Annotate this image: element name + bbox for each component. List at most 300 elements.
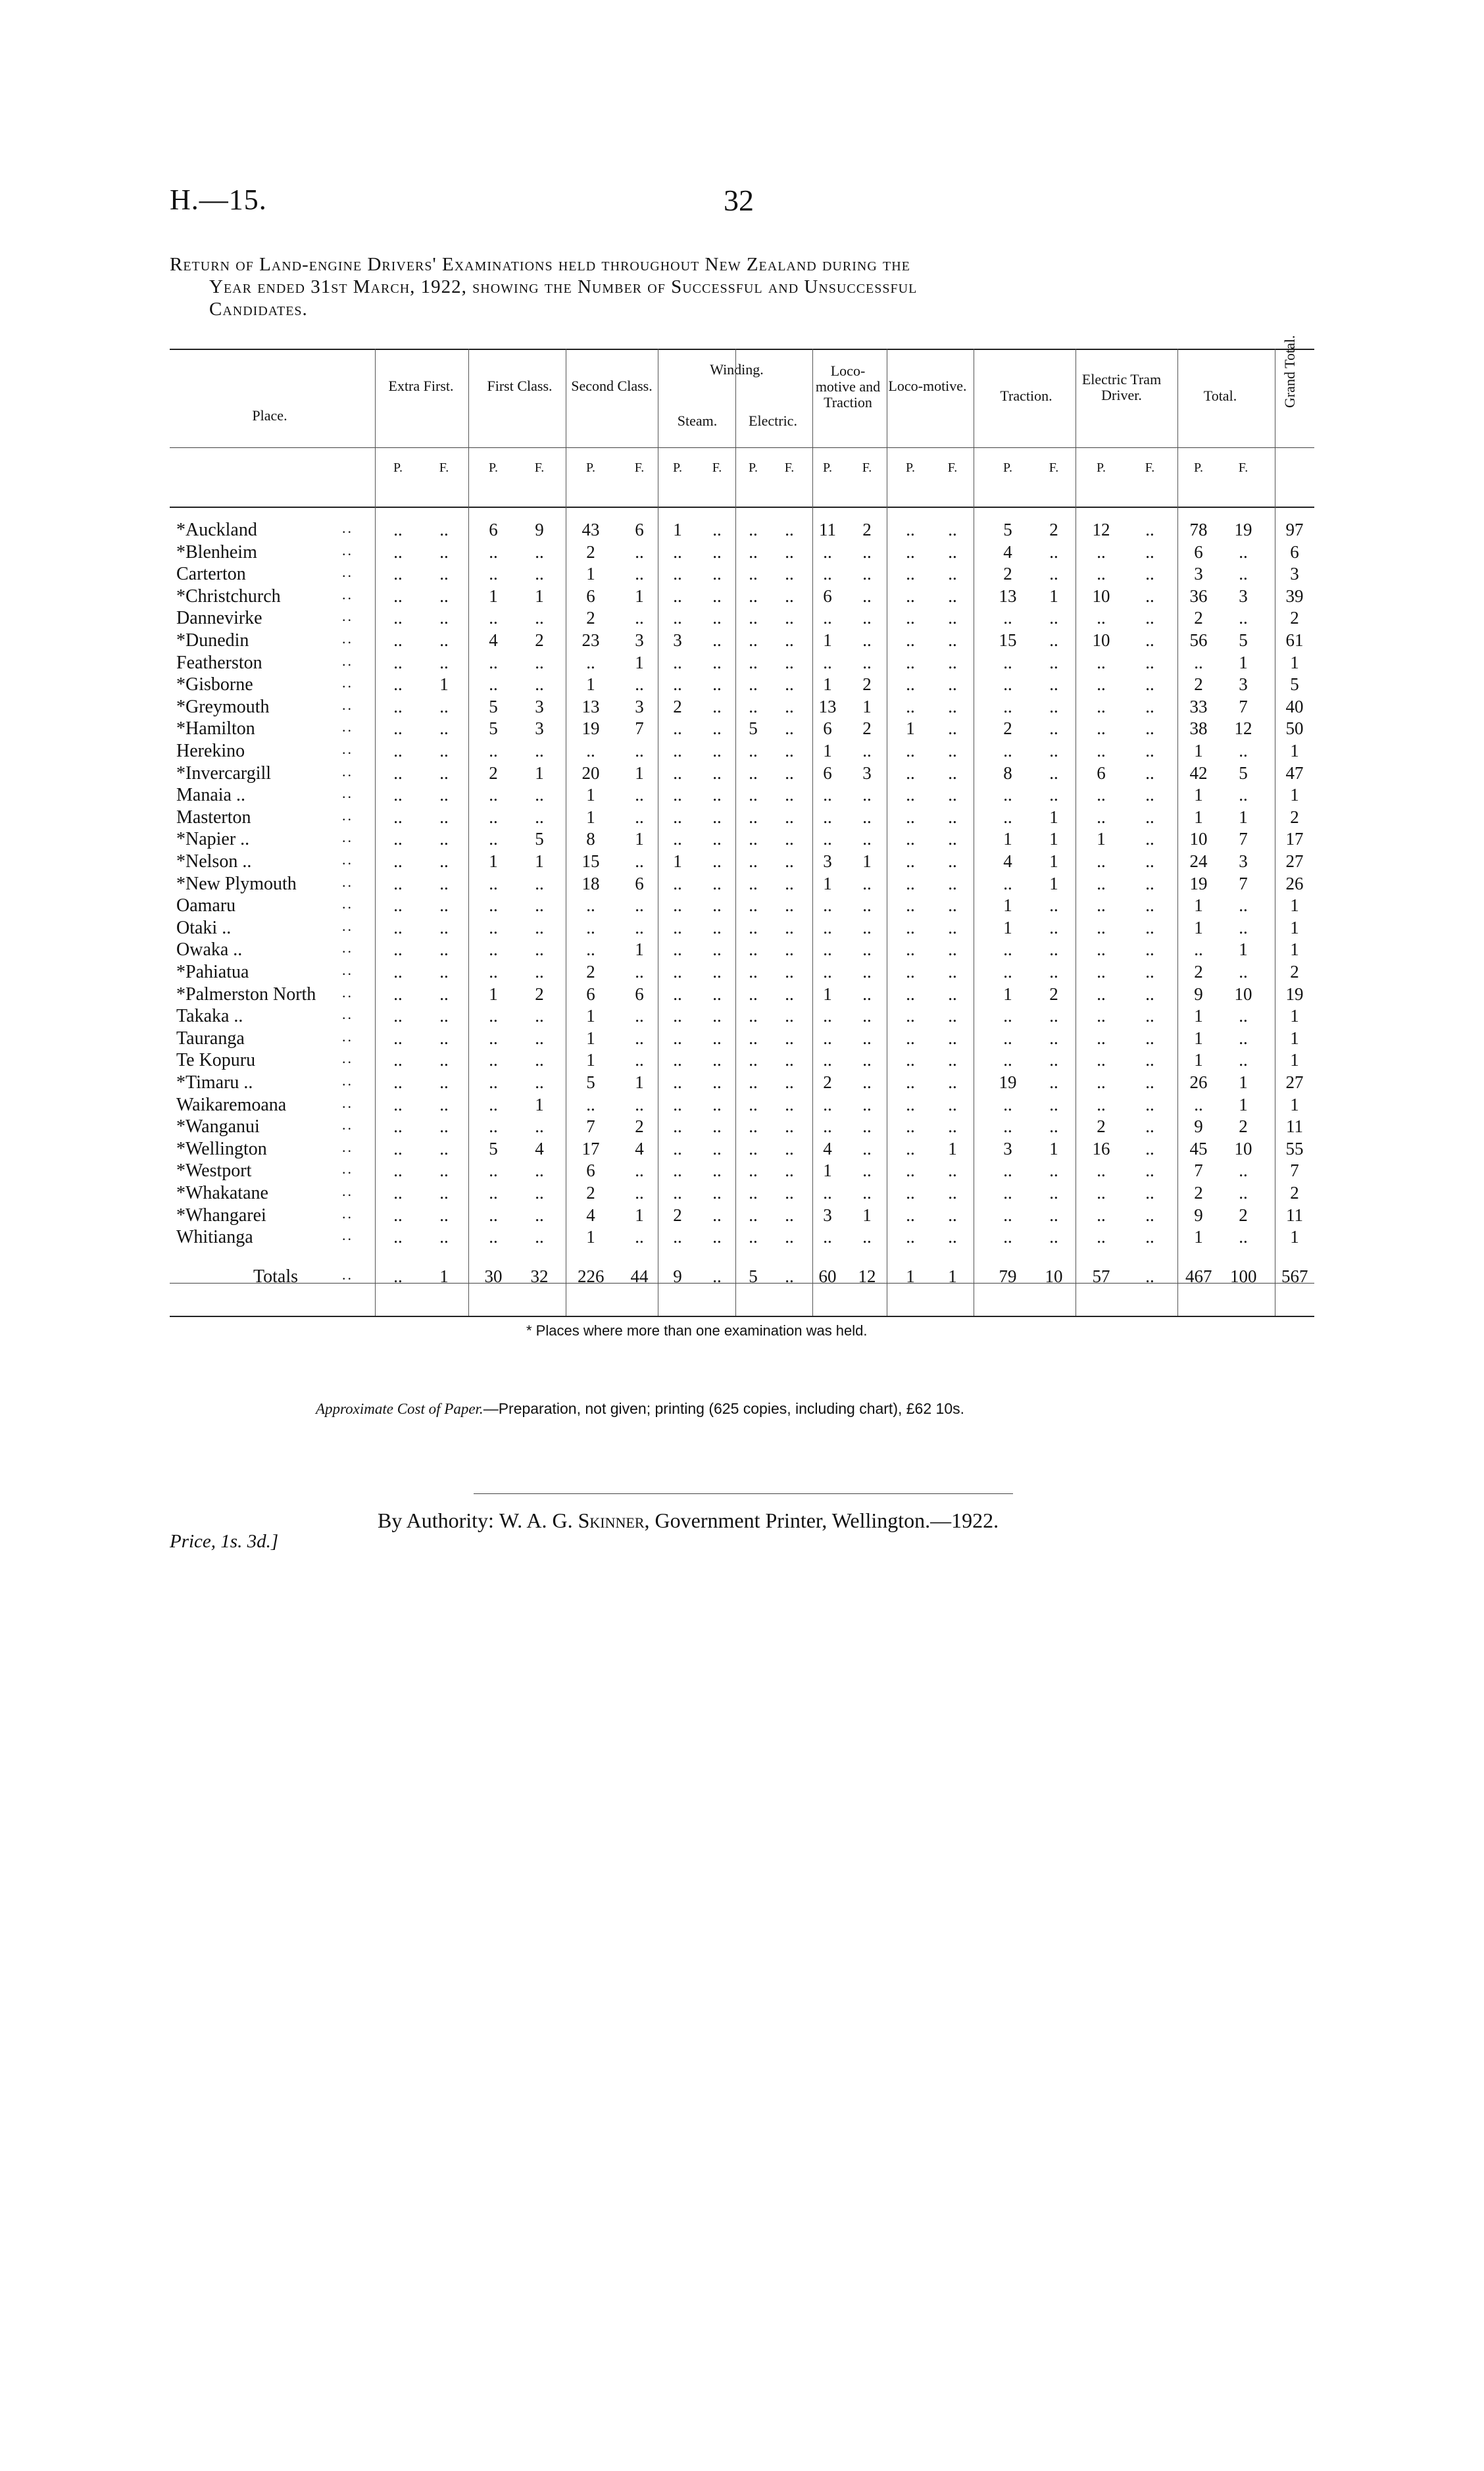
value-cell: ..	[785, 1050, 794, 1070]
value-cell: 44	[630, 1266, 649, 1286]
value-cell: 12	[858, 1266, 876, 1286]
leader-dots: ..	[342, 1227, 353, 1244]
value-cell: ..	[712, 608, 722, 628]
value-cell: 5	[489, 718, 498, 739]
value-cell: ..	[1097, 1006, 1106, 1026]
value-cell: ..	[673, 939, 682, 960]
value-cell: ..	[749, 541, 758, 562]
value-cell: ..	[862, 541, 872, 562]
value-cell: ..	[635, 608, 644, 628]
value-cell: ..	[948, 895, 957, 916]
value-cell: ..	[785, 718, 794, 739]
value-cell: 2	[1097, 1116, 1106, 1137]
value-cell: 2	[862, 520, 872, 539]
value-cell: ..	[1049, 1072, 1058, 1092]
value-cell: ..	[1145, 1138, 1154, 1159]
value-cell: ..	[635, 741, 644, 761]
value-cell: ..	[586, 652, 595, 672]
value-cell: ..	[535, 807, 544, 827]
value-cell: ..	[862, 962, 872, 982]
value-cell: 1	[1003, 895, 1012, 916]
value-cell: 13	[581, 696, 600, 716]
value-cell: ..	[948, 520, 957, 539]
value-cell: ..	[439, 652, 449, 672]
grand-total-cell: 5	[1290, 674, 1299, 695]
value-cell: ..	[785, 895, 794, 916]
header-failed: F.	[1049, 461, 1059, 475]
grand-total-cell: 2	[1290, 608, 1299, 628]
value-cell: 1	[1003, 984, 1012, 1004]
value-cell: 15	[999, 630, 1017, 650]
value-cell: ..	[535, 1227, 544, 1247]
value-cell: ..	[906, 807, 915, 827]
leader-dots: ..	[342, 520, 353, 536]
value-cell: ..	[712, 984, 722, 1004]
value-cell: ..	[749, 1161, 758, 1181]
value-cell: ..	[535, 1205, 544, 1225]
value-cell: ..	[749, 1183, 758, 1203]
value-cell: 1	[862, 1205, 872, 1225]
value-cell: ..	[535, 939, 544, 960]
leader-dots: ..	[342, 762, 353, 780]
value-cell: ..	[673, 674, 682, 695]
value-cell: ..	[1145, 895, 1154, 916]
value-cell: ..	[749, 586, 758, 606]
authority-rule	[474, 1493, 1013, 1494]
value-cell: ..	[1239, 541, 1248, 562]
value-cell: ..	[862, 1116, 872, 1137]
place-name: Takaka ..	[176, 1006, 243, 1027]
value-cell: 78	[1189, 520, 1208, 539]
value-cell: 11	[819, 520, 836, 539]
place-name: *Greymouth	[176, 696, 270, 717]
value-cell: 5	[489, 1138, 498, 1159]
value-cell: ..	[948, 984, 957, 1004]
value-cell: ..	[1239, 741, 1248, 761]
value-cell: ..	[673, 652, 682, 672]
value-cell: ..	[1003, 1227, 1012, 1247]
value-cell: ..	[489, 564, 498, 584]
value-cell: ..	[785, 608, 794, 628]
value-cell: 7	[1239, 873, 1248, 893]
value-cell: ..	[906, 741, 915, 761]
value-cell: ..	[906, 895, 915, 916]
value-cell: ..	[712, 564, 722, 584]
value-cell: ..	[1145, 1161, 1154, 1181]
value-cell: ..	[439, 1050, 449, 1070]
value-cell: ..	[785, 586, 794, 606]
leader-dots: ..	[342, 785, 353, 802]
value-cell: ..	[635, 851, 644, 871]
value-cell: ..	[948, 1116, 957, 1137]
value-cell: ..	[535, 1072, 544, 1092]
value-cell: 3	[823, 1205, 832, 1225]
cost-text: —Preparation, not given; printing (625 copies, including chart), £62 10s.	[483, 1400, 965, 1417]
value-cell: ..	[1049, 541, 1058, 562]
value-cell: ..	[635, 541, 644, 562]
value-cell: ..	[785, 962, 794, 982]
value-cell: 2	[1194, 608, 1203, 628]
value-cell: 3	[1194, 564, 1203, 584]
value-cell: ..	[393, 1266, 403, 1286]
value-cell: ..	[862, 1161, 872, 1181]
value-cell: ..	[586, 895, 595, 916]
place-name: Otaki ..	[176, 917, 232, 938]
header-winding-steam: Steam.	[677, 412, 718, 429]
value-cell: ..	[535, 652, 544, 672]
value-cell: ..	[785, 652, 794, 672]
value-cell: ..	[1239, 1050, 1248, 1070]
value-cell: ..	[749, 1028, 758, 1048]
value-cell: 1	[635, 829, 644, 849]
value-cell: 19	[1189, 873, 1208, 893]
value-cell: ..	[906, 1050, 915, 1070]
value-cell: ..	[1097, 851, 1106, 871]
value-cell: ..	[489, 741, 498, 761]
value-cell: ..	[1049, 608, 1058, 628]
value-cell: ..	[393, 1028, 403, 1048]
table-bottom-rule	[170, 1316, 1314, 1317]
value-cell: ..	[635, 785, 644, 805]
header-total: Total.	[1203, 387, 1237, 404]
value-cell: ..	[948, 851, 957, 871]
value-cell: ..	[823, 1094, 832, 1114]
grand-total-cell: 1	[1290, 1050, 1299, 1070]
place-name: *Westport	[176, 1161, 252, 1182]
header-winding-electric: Electric.	[749, 412, 797, 429]
value-cell: ..	[785, 807, 794, 827]
value-cell: ..	[862, 1094, 872, 1114]
value-cell: ..	[906, 564, 915, 584]
header-loco-traction: Loco-motive and Traction	[815, 362, 881, 411]
value-cell: ..	[1145, 608, 1154, 628]
header-locomotive: Loco-motive.	[888, 378, 967, 394]
value-cell: ..	[489, 829, 498, 849]
value-cell: ..	[673, 718, 682, 739]
value-cell: ..	[635, 1028, 644, 1048]
place-name: Masterton	[176, 807, 251, 828]
value-cell: ..	[535, 608, 544, 628]
leader-dots: ..	[342, 917, 353, 934]
value-cell: 6	[1097, 762, 1106, 783]
value-cell: 2	[1239, 1116, 1248, 1137]
value-cell: 10	[1234, 1138, 1252, 1159]
value-cell: ..	[749, 1116, 758, 1137]
value-cell: ..	[1049, 718, 1058, 739]
value-cell: 2	[862, 674, 872, 695]
value-cell: ..	[712, 1006, 722, 1026]
value-cell: ..	[749, 1205, 758, 1225]
value-cell: ..	[439, 541, 449, 562]
leader-dots: ..	[342, 564, 353, 581]
value-cell: ..	[712, 1205, 722, 1225]
value-cell: ..	[1145, 984, 1154, 1004]
value-cell: 6	[635, 520, 644, 539]
value-cell: ..	[749, 762, 758, 783]
value-cell: ..	[673, 962, 682, 982]
value-cell: ..	[1097, 895, 1106, 916]
value-cell: ..	[635, 1183, 644, 1203]
header-mid-rule	[170, 447, 1314, 448]
value-cell: ..	[823, 917, 832, 937]
value-cell: 1	[586, 1006, 595, 1026]
value-cell: ..	[906, 652, 915, 672]
value-cell: ..	[948, 1028, 957, 1048]
value-cell: ..	[749, 1050, 758, 1070]
value-cell: ..	[712, 895, 722, 916]
value-cell: ..	[862, 564, 872, 584]
value-cell: ..	[1097, 608, 1106, 628]
value-cell: ..	[906, 608, 915, 628]
value-cell: 2	[586, 541, 595, 562]
grand-total-cell: 27	[1285, 1072, 1304, 1092]
value-cell: ..	[785, 917, 794, 937]
value-cell: ..	[1003, 873, 1012, 893]
value-cell: ..	[862, 785, 872, 805]
place-name: Owaka ..	[176, 939, 243, 961]
value-cell: ..	[1097, 962, 1106, 982]
value-cell: ..	[1003, 1116, 1012, 1137]
value-cell: ..	[823, 939, 832, 960]
grand-total-cell: 1	[1290, 939, 1299, 960]
value-cell: ..	[948, 1227, 957, 1247]
value-cell: ..	[673, 1227, 682, 1247]
value-cell: ..	[1097, 696, 1106, 716]
value-cell: ..	[862, 1183, 872, 1203]
value-cell: ..	[1097, 1205, 1106, 1225]
value-cell: ..	[948, 1072, 957, 1092]
value-cell: 20	[581, 762, 600, 783]
authority-prefix: By Authority:	[378, 1509, 494, 1532]
grand-total-cell: 1	[1290, 1006, 1299, 1026]
value-cell: 60	[818, 1266, 837, 1286]
value-cell: ..	[1003, 1050, 1012, 1070]
value-cell: ..	[1049, 1161, 1058, 1181]
value-cell: ..	[948, 917, 957, 937]
value-cell: 3	[1003, 1138, 1012, 1159]
value-cell: ..	[1003, 652, 1012, 672]
value-cell: 1	[1003, 829, 1012, 849]
value-cell: ..	[439, 807, 449, 827]
value-cell: ..	[906, 1138, 915, 1159]
title-line-1: Return of Land-engine Drivers' Examinations held throughout New Zealand during the	[170, 254, 910, 275]
value-cell: ..	[906, 1205, 915, 1225]
value-cell: ..	[673, 1050, 682, 1070]
value-cell: 6	[823, 718, 832, 739]
value-cell: ..	[1097, 674, 1106, 695]
value-cell: ..	[393, 851, 403, 871]
header-passed: P.	[489, 461, 498, 475]
value-cell: 10	[1045, 1266, 1063, 1286]
leader-dots: ..	[342, 586, 353, 603]
value-cell: ..	[1239, 917, 1248, 937]
value-cell: ..	[749, 851, 758, 871]
value-cell: ..	[489, 807, 498, 827]
value-cell: ..	[393, 807, 403, 827]
value-cell: 1	[1194, 1050, 1203, 1070]
value-cell: ..	[393, 939, 403, 960]
value-cell: ..	[948, 674, 957, 695]
value-cell: ..	[439, 564, 449, 584]
header-passed: P.	[1003, 461, 1012, 475]
value-cell: ..	[948, 630, 957, 650]
value-cell: ..	[862, 1227, 872, 1247]
leader-dots: ..	[342, 873, 353, 890]
value-cell: ..	[862, 807, 872, 827]
grand-total-cell: 50	[1285, 718, 1304, 739]
place-name: Herekino	[176, 741, 245, 761]
value-cell: 33	[1189, 696, 1208, 716]
value-cell: ..	[393, 1094, 403, 1114]
value-cell: 19	[999, 1072, 1017, 1092]
value-cell: ..	[1049, 696, 1058, 716]
value-cell: 1	[535, 1094, 544, 1114]
value-cell: ..	[1049, 1205, 1058, 1225]
value-cell: ..	[785, 851, 794, 871]
grand-total-cell: 6	[1290, 541, 1299, 562]
value-cell: 1	[1194, 1028, 1203, 1048]
value-cell: ..	[1049, 1094, 1058, 1114]
value-cell: ..	[393, 1227, 403, 1247]
value-cell: ..	[439, 829, 449, 849]
value-cell: ..	[712, 1116, 722, 1137]
value-cell: ..	[712, 1028, 722, 1048]
header-grand-total: Grand Total.	[1281, 335, 1298, 408]
place-name: *Invercargill	[176, 762, 272, 784]
grand-total-cell: 11	[1286, 1205, 1303, 1225]
value-cell: ..	[785, 785, 794, 805]
leader-dots: ..	[342, 1266, 353, 1283]
value-cell: ..	[906, 1161, 915, 1181]
value-cell: ..	[489, 895, 498, 916]
value-cell: ..	[673, 917, 682, 937]
value-cell: ..	[673, 1161, 682, 1181]
value-cell: ..	[1097, 741, 1106, 761]
value-cell: ..	[712, 1161, 722, 1181]
value-cell: ..	[1145, 1050, 1154, 1070]
value-cell: ..	[1097, 541, 1106, 562]
value-cell: 2	[1049, 984, 1058, 1004]
value-cell: ..	[1097, 1161, 1106, 1181]
value-cell: 3	[673, 630, 682, 650]
value-cell: ..	[1003, 1161, 1012, 1181]
header-failed: F.	[439, 461, 449, 475]
price: Price, 1s. 3d.]	[170, 1531, 279, 1552]
value-cell: ..	[1145, 1028, 1154, 1048]
leader-dots: ..	[342, 829, 353, 846]
value-cell: ..	[712, 917, 722, 937]
value-cell: ..	[862, 895, 872, 916]
value-cell: ..	[906, 630, 915, 650]
value-cell: 5	[1239, 762, 1248, 783]
value-cell: ..	[712, 1138, 722, 1159]
value-cell: 2	[489, 762, 498, 783]
value-cell: ..	[1145, 962, 1154, 982]
value-cell: 4	[635, 1138, 644, 1159]
value-cell: ..	[712, 962, 722, 982]
value-cell: 3	[1239, 851, 1248, 871]
value-cell: ..	[673, 541, 682, 562]
grand-total-cell: 1	[1290, 895, 1299, 916]
value-cell: ..	[1097, 939, 1106, 960]
value-cell: 1	[1194, 807, 1203, 827]
value-cell: ..	[906, 520, 915, 539]
value-cell: ..	[1239, 1183, 1248, 1203]
page-title	[170, 253, 1314, 320]
value-cell: ..	[393, 674, 403, 695]
grand-total-cell: 2	[1290, 807, 1299, 827]
value-cell: 10	[1092, 630, 1110, 650]
leader-dots: ..	[342, 541, 353, 559]
value-cell: 1	[823, 984, 832, 1004]
value-cell: 4	[823, 1138, 832, 1159]
value-cell: 6	[586, 586, 595, 606]
cost-line	[316, 1400, 964, 1418]
value-cell: 2	[586, 608, 595, 628]
totals-label: Totals	[253, 1266, 299, 1287]
value-cell: 6	[635, 984, 644, 1004]
grand-total-cell: 61	[1285, 630, 1304, 650]
value-cell: 26	[1189, 1072, 1208, 1092]
value-cell: ..	[439, 873, 449, 893]
value-cell: ..	[785, 674, 794, 695]
value-cell: 5	[535, 829, 544, 849]
grand-total-cell: 1	[1290, 1028, 1299, 1048]
value-cell: ..	[1145, 873, 1154, 893]
value-cell: ..	[785, 630, 794, 650]
value-cell: 1	[586, 564, 595, 584]
value-cell: ..	[1097, 1050, 1106, 1070]
leader-dots: ..	[342, 807, 353, 824]
value-cell: 12	[1234, 718, 1252, 739]
value-cell: ..	[785, 984, 794, 1004]
value-cell: ..	[712, 1094, 722, 1114]
header-passed: P.	[906, 461, 915, 475]
value-cell: ..	[393, 1161, 403, 1181]
value-cell: ..	[673, 1028, 682, 1048]
value-cell: ..	[785, 1183, 794, 1203]
value-cell: ..	[906, 984, 915, 1004]
value-cell: 9	[535, 520, 544, 539]
value-cell: ..	[948, 1183, 957, 1203]
place-name: Manaia ..	[176, 785, 245, 806]
leader-dots: ..	[342, 1183, 353, 1199]
value-cell: ..	[635, 674, 644, 695]
value-cell: 1	[1194, 1227, 1203, 1247]
value-cell: ..	[439, 785, 449, 805]
value-cell: 2	[635, 1116, 644, 1137]
value-cell: 10	[1092, 586, 1110, 606]
value-cell: 19	[1234, 520, 1252, 539]
value-cell: 1	[1239, 807, 1248, 827]
value-cell: 3	[1239, 586, 1248, 606]
value-cell: 45	[1189, 1138, 1208, 1159]
value-cell: 1	[1097, 829, 1106, 849]
value-cell: ..	[673, 984, 682, 1004]
value-cell: ..	[906, 1028, 915, 1048]
value-cell: ..	[1097, 984, 1106, 1004]
value-cell: ..	[586, 917, 595, 937]
value-cell: ..	[1049, 741, 1058, 761]
value-cell: ..	[1097, 1183, 1106, 1203]
value-cell: ..	[749, 696, 758, 716]
value-cell: ..	[535, 895, 544, 916]
value-cell: ..	[635, 917, 644, 937]
place-name: Waikaremoana	[176, 1094, 287, 1115]
value-cell: ..	[535, 741, 544, 761]
value-cell: ..	[1049, 564, 1058, 584]
value-cell: ..	[1145, 1183, 1154, 1203]
